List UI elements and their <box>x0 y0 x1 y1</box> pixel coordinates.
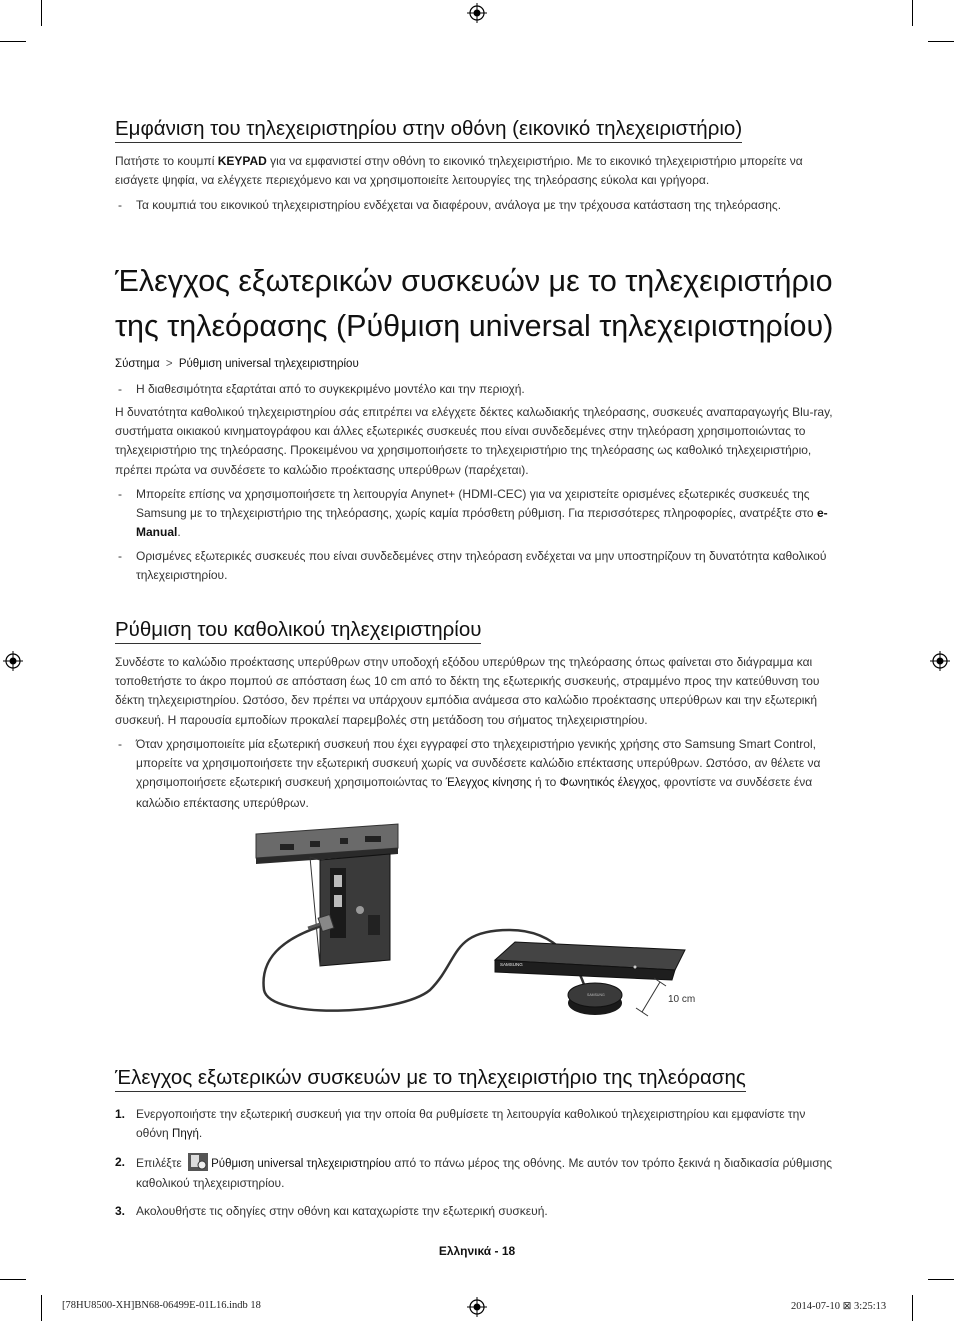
registration-mark-icon <box>467 1297 487 1317</box>
paragraph-setup: Συνδέστε το καλώδιο προέκτασης υπερύθρων στην υποδοχή εξόδου υπερύθρων της τηλεόρασης όπως φαίνεται στο διάγραμμα και τοποθετήστε το άκρο πομπού σε απόσταση έως 10 cm από το δέκτη της εξωτερικής συσκευής, στραμμένο προς την κατεύθυνση του δέκτη τηλεχειριστηρίου. Ωστόσο, δεν πρέπει να υπάρχουν εμπόδια ανάμεσα στο καλώδιο προέκτασης υπερύθρων και την εξωτερική συσκευή. Η παρουσία εμποδίων προκαλεί παρεμβολές στη μετάδοση του σήματος τηλεχειριστηρίου. <box>115 655 820 727</box>
distance-label: 10 cm <box>668 994 696 1005</box>
device-brand-label: SAMSUNG <box>500 962 523 967</box>
registration-mark-icon <box>3 651 23 671</box>
breadcrumb-separator: > <box>165 358 173 370</box>
ir-out-port-detail <box>310 854 390 966</box>
registration-mark-icon <box>467 3 487 23</box>
note-virtual-remote: - Τα κουμπιά του εικονικού τηλεχειριστηρίου ενδέχεται να διαφέρουν, ανάλογα με την τρέχουσα κατάσταση της τηλεόρασης. <box>118 198 782 212</box>
ir-blaster <box>568 983 622 1015</box>
note-anynet: - Μπορείτε επίσης να χρησιμοποιήσετε τη λειτουργία Anynet+ (HDMI-CEC) για να χειριστείτε ορισμένες εξωτερικές συσκευές της Samsung με το τηλεχειριστήριο της τηλεόρασης, χωρίς καμία πρόσθετη ρύθμιση. Για περισσότερες πληροφορίες, ανατρέξτε στο e-Manual. <box>118 487 828 540</box>
paragraph-universal-intro: Η δυνατότητα καθολικού τηλεχειριστηρίου σάς επιτρέπει να ελέγχετε δέκτες καλωδιακής τηλεόρασης, συσκευές αναπαραγωγής Blu-ray, συστήματα οικιακού κινηματογράφου και άλλες εξωτερικές συσκευές που είναι συνδεδεμένες στην τηλεόραση χρησιμοποιώντας το τηλεχειριστήριο της τηλεόρασης. Προκειμένου να χρησιμοποιήσετε το τηλεχειριστήριο της τηλεόρασης ως καθολικό τηλεχειριστήριο, πρέπει πρώτα να συνδέσετε το καλώδιο προέκτασης υπερύθρων (παρέχεται). <box>115 405 833 477</box>
universal-remote-setup-label: Ρύθμιση universal τηλεχειριστηρίου <box>211 1158 391 1170</box>
crop-mark <box>0 41 26 42</box>
crop-mark <box>912 0 913 26</box>
source-label: Πηγή <box>172 1128 199 1141</box>
distance-marker <box>636 978 666 1016</box>
crop-mark <box>41 1295 42 1321</box>
crop-mark <box>0 1279 26 1280</box>
crop-mark <box>912 1295 913 1321</box>
crop-mark <box>928 41 954 42</box>
note-availability: - Η διαθεσιμότητα εξαρτάται από το συγκεκριμένο μοντέλο και την περιοχή. <box>118 382 525 396</box>
note-support: - Ορισμένες εξωτερικές συσκευές που είναι συνδεδεμένες στην τηλεόραση ενδέχεται να μην υποστηρίζουν τη δυνατότητα καθολικού τηλεχειριστηρίου. <box>118 549 827 583</box>
breadcrumb-item: Ρύθμιση universal τηλεχειριστηρίου <box>178 358 359 370</box>
print-file-info: [78HU8500-XH]BN68-06499E-01L16.indb 18 <box>62 1300 261 1311</box>
keypad-button-label: KEYPAD <box>217 154 267 168</box>
registration-mark-icon <box>930 651 950 671</box>
crop-mark <box>928 1279 954 1280</box>
paragraph-virtual-remote: Πατήστε το κουμπί KEYPAD για να εμφανιστεί στην οθόνη το εικονικό τηλεχειριστήριο. Με το εικονικό τηλεχειριστήριο μπορείτε να εισάγετε ψηφία, να ελέγχετε περιεχόμενο και να χρησιμοποιείτε λειτουργίες της τηλεόρασης εύκολα και γρήγορα. <box>115 154 803 188</box>
breadcrumb-item: Σύστημα <box>115 358 160 370</box>
step-item: 2. Επιλέξτε Ρύθμιση universal τηλεχειριστηρίου από το πάνω μέρος της οθόνης. Με αυτόν τον τρόπο ξεκινά η διαδικασία ρύθμισης καθολικού τηλεχειριστηρίου. <box>115 1155 833 1191</box>
page-title-line-1: Έλεγχος εξωτερικών συσκευών με το τηλεχειριστήριο <box>115 264 833 298</box>
svg-text:SAMSUNG: SAMSUNG <box>587 993 605 997</box>
print-date-info: 2014-07-10 ⊠ 3:25:13 <box>791 1301 887 1312</box>
step-item: 1. Ενεργοποιήστε την εξωτερική συσκευή για την οποία θα ρυθμίσετε τη λειτουργία καθολικού τηλεχειριστηρίου και εμφανίστε την οθόνη Πηγή. <box>115 1107 806 1141</box>
section-heading-control: Έλεγχος εξωτερικών συσκευών με το τηλεχειριστήριο της τηλεόρασης <box>115 1066 746 1092</box>
voice-control-label: Φωνητικός έλεγχος <box>559 777 658 790</box>
universal-remote-icon <box>188 1153 208 1171</box>
page-title-line-2: της τηλεόρασης (Ρύθμιση universal τηλεχειριστηρίου) <box>115 309 834 343</box>
e-manual-link[interactable]: e-Manual <box>136 506 828 540</box>
step-item: 3. Ακολουθήστε τις οδηγίες στην οθόνη και καταχωρίστε την εξωτερική συσκευή. <box>115 1204 548 1218</box>
motion-control-label: Έλεγχος κίνησης <box>445 777 532 790</box>
section-heading-setup: Ρύθμιση του καθολικού τηλεχειριστηρίου <box>115 618 481 644</box>
ir-extender-diagram <box>250 820 710 1020</box>
note-smart-control: - Όταν χρησιμοποιείτε μία εξωτερική συσκευή που έχει εγγραφεί στο τηλεχειριστήριο γενικής χρήσης στο Samsung Smart Control, μπορείτε να χρησιμοποιήσετε την εξωτερική συσκευή χωρίς να συνδέσετε καλώδιο επέκτασης υπερύθρων. Ωστόσο, αν θέλετε να χρησιμοποιήσετε εξωτερική συσκευή χρησιμοποιώντας το Έλεγχος κίνησης ή το Φωνητικός έλεγχος, φροντίστε να συνδέσετε ένα καλώδιο επέκτασης υπερύθρων. <box>118 737 821 810</box>
breadcrumb <box>115 356 359 372</box>
crop-mark <box>41 0 42 26</box>
page-number: Ελληνικά - 18 <box>438 1244 516 1258</box>
external-device <box>495 942 685 980</box>
section-heading-virtual-remote: Εμφάνιση του τηλεχειριστηρίου στην οθόνη (εικονικό τηλεχειριστήριο) <box>115 117 742 143</box>
